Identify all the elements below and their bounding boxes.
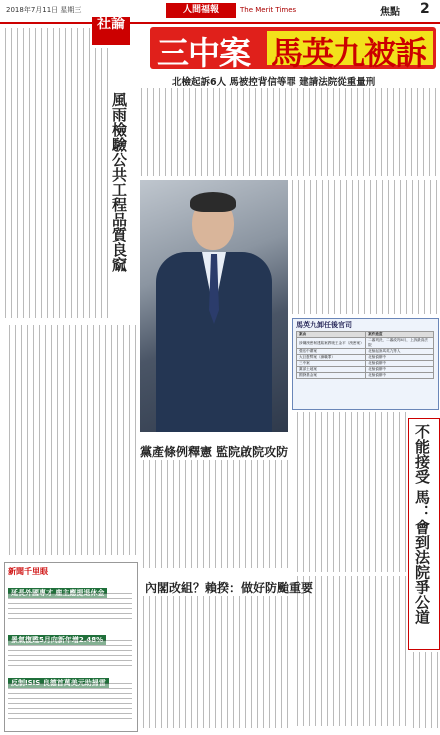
newspaper-logo-english: The Merit Times <box>240 6 297 14</box>
issue-date: 2018年7月11日 星期三 <box>6 6 82 14</box>
table-cell: 北檢起訴馬英九等人 <box>366 349 434 355</box>
news-brief-text <box>8 640 132 666</box>
news-brief-text <box>8 683 132 723</box>
news-brief-item <box>8 580 132 599</box>
news-brief-headline: 延長外國專才 雇主應提退休金 <box>8 588 107 598</box>
editorial-text-block-2 <box>92 48 108 318</box>
main-headline-part-b: 馬英九被訴 <box>271 34 427 72</box>
editorial-text-block <box>4 28 90 318</box>
table-cell: 北檢偵辦中 <box>366 367 434 373</box>
main-article-text <box>140 88 436 176</box>
table-cell: 北檢偵辦中 <box>366 355 434 361</box>
main-headline-part-a: 三中案 <box>157 34 251 72</box>
main-subheadline: 北檢起訴6人 馬被控背信等罪 建請法院從重量刑 <box>172 77 376 88</box>
main-article-text-2 <box>292 180 437 314</box>
main-headline-part-b-box <box>267 31 433 72</box>
table-cell: 涉嫌洩密柯建銘案教唆王金平（洩密案） <box>297 338 366 349</box>
table-cell: 三中案 <box>297 361 366 367</box>
news-brief-headline: 反制ISIS 良德首萬美元助掃雷 <box>8 678 109 688</box>
lower-article-text <box>140 596 288 728</box>
newspaper-logo: 人間福報 <box>166 3 236 18</box>
news-brief-headline: 景氣復甦5月向新年增2.48% <box>8 635 106 645</box>
side-headline: 不能接受 馬：會到法院爭公道 <box>413 424 431 625</box>
case-table-title: 馬英九卸任後官司 <box>296 321 352 329</box>
table-cell: 北檢偵辦中 <box>366 361 434 367</box>
news-brief-text <box>8 593 132 623</box>
news-photo <box>140 180 288 432</box>
case-table-header-cell: 案由 <box>297 332 366 338</box>
table-cell: 黨部土地案 <box>297 367 366 373</box>
news-brief-title: 新聞千里眼 <box>8 567 48 576</box>
news-brief-item <box>8 627 132 646</box>
side-article-text-2 <box>292 576 406 726</box>
table-cell: 二審判決，二審改判4月，上訴最高法院 <box>366 338 434 349</box>
photo-caption-text <box>140 460 288 568</box>
news-brief-item <box>8 670 132 689</box>
lower-article-headline: 內閣改組？賴揆：做好防颱重要 <box>145 581 314 595</box>
side-article-text-3 <box>408 652 438 728</box>
table-cell: 強佔中廣案 <box>297 349 366 355</box>
table-cell: 大巨蛋弊案（瀆職罪） <box>297 355 366 361</box>
case-table-header-cell: 案件進度 <box>366 332 434 338</box>
page-header <box>0 0 440 24</box>
page-number: 2 <box>420 1 430 17</box>
table-row <box>297 338 434 349</box>
case-table <box>296 331 434 379</box>
table-row <box>297 373 434 379</box>
editorial-headline: 風雨檢驗公共工程品質良窳 <box>110 92 128 272</box>
editorial-label: 社論 <box>92 17 130 45</box>
table-cell: 國發基金案 <box>297 373 366 379</box>
section-name: 焦點 <box>380 7 400 18</box>
side-article-text <box>292 412 406 572</box>
table-cell: 北檢偵辦中 <box>366 373 434 379</box>
photo-hair-shape <box>190 192 236 212</box>
editorial-text-block-3 <box>4 325 136 555</box>
photo-headline: 黨產條例釋憲 監院啟院攻防 <box>140 445 289 459</box>
